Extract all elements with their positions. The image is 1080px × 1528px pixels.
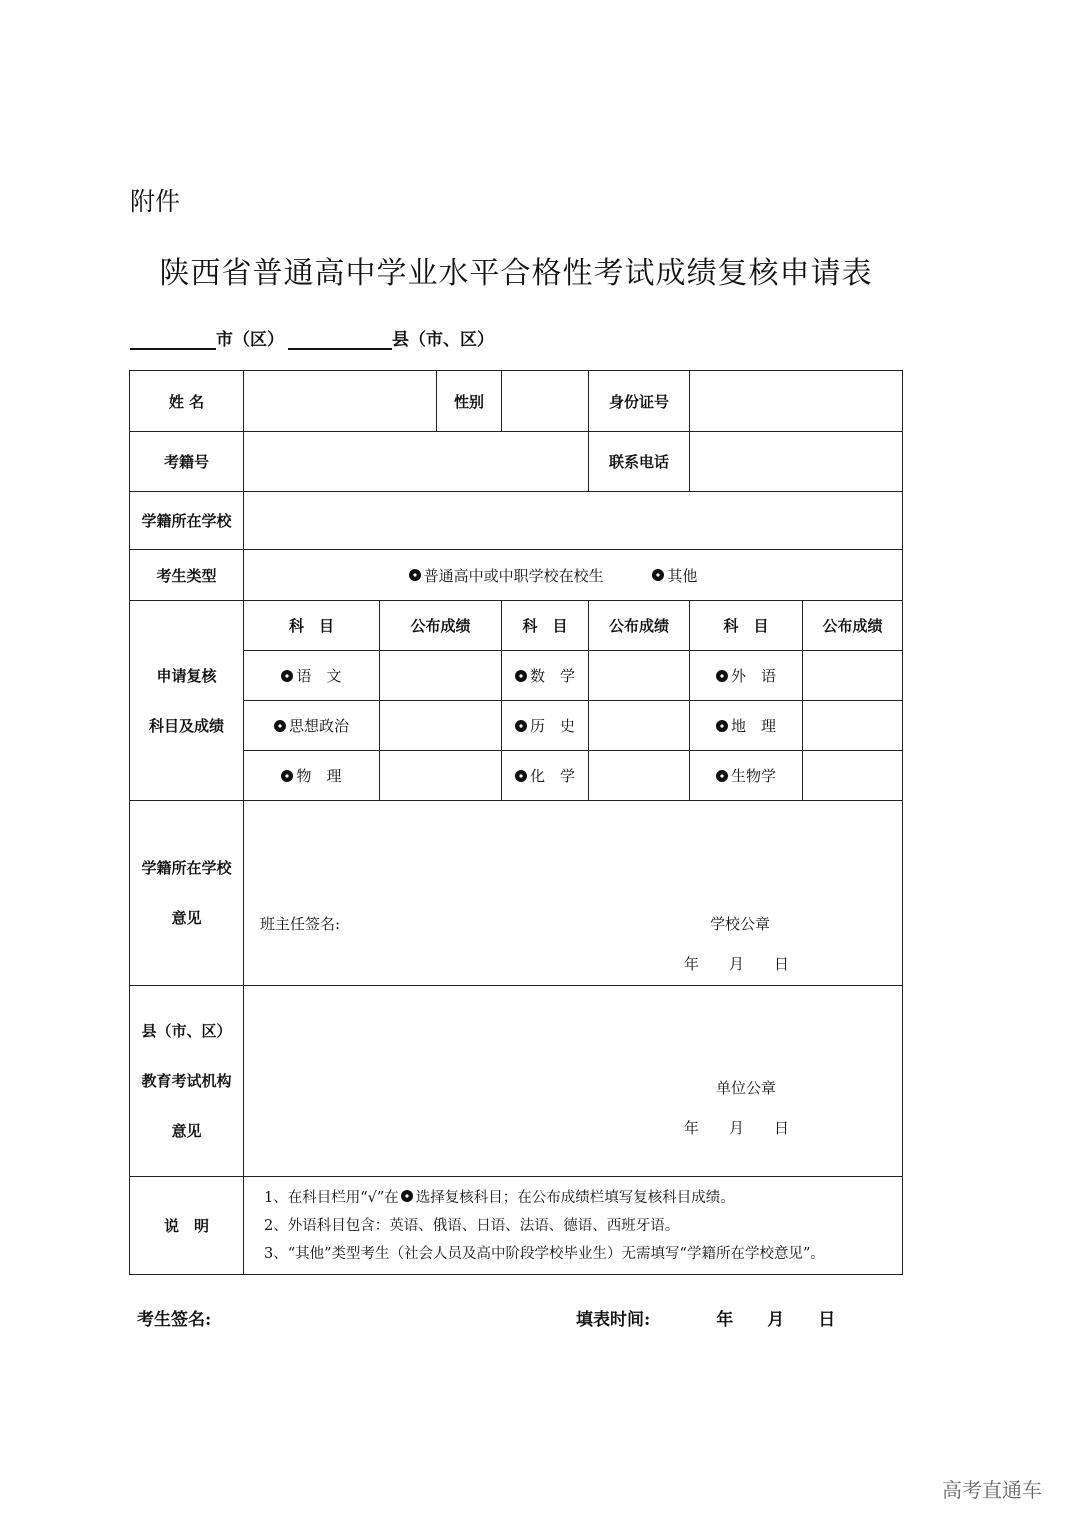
radio-icon xyxy=(716,770,728,782)
county-blank[interactable] xyxy=(288,326,392,350)
score-header: 公布成绩 xyxy=(589,601,690,651)
subject-chemistry[interactable]: 化 学 xyxy=(502,751,589,801)
subject-header: 科 目 xyxy=(502,601,589,651)
county-suffix: 县（市、区） xyxy=(392,330,494,350)
phone-field[interactable] xyxy=(690,432,903,492)
county-opinion-date: 年 月 日 xyxy=(684,1119,790,1137)
county-opinion-field[interactable] xyxy=(244,986,903,1177)
score-cell[interactable] xyxy=(803,751,903,801)
note-line-2: 2、外语科目包含：英语、俄语、日语、法语、德语、西班牙语。 xyxy=(264,1217,680,1234)
city-suffix: 市（区） xyxy=(216,330,284,350)
subject-biology[interactable]: 生物学 xyxy=(690,751,803,801)
exam-no-field[interactable] xyxy=(244,432,589,492)
radio-icon xyxy=(281,670,293,682)
name-label: 姓 名 xyxy=(130,371,244,432)
gender-field[interactable] xyxy=(502,371,589,432)
score-cell[interactable] xyxy=(589,651,690,701)
score-cell[interactable] xyxy=(380,751,502,801)
signature-label: 考生签名: xyxy=(137,1310,212,1330)
school-opinion-date: 年 月 日 xyxy=(684,955,790,973)
option-other-label: 其他 xyxy=(667,566,698,585)
school-stamp-label: 学校公章 xyxy=(710,915,771,933)
county-opinion-label-line2: 教育考试机构 xyxy=(141,1072,232,1090)
subject-geography[interactable]: 地 理 xyxy=(690,701,803,751)
subject-physics[interactable]: 物 理 xyxy=(244,751,380,801)
fill-date-value: 年 月 日 xyxy=(716,1310,836,1330)
score-cell[interactable] xyxy=(380,651,502,701)
fill-date-label: 填表时间: xyxy=(576,1310,651,1330)
candidate-type-label: 考生类型 xyxy=(130,550,244,601)
radio-icon xyxy=(274,720,286,732)
watermark: 高考直通车 xyxy=(942,1478,1042,1502)
note-line-1-text-a: 1、在科目栏用“√”在 xyxy=(264,1189,399,1206)
option-other[interactable] xyxy=(652,565,697,586)
radio-icon xyxy=(281,770,293,782)
school-opinion-label-line2: 意见 xyxy=(171,909,202,927)
school-field[interactable] xyxy=(244,492,903,550)
unit-stamp-label: 单位公章 xyxy=(716,1079,777,1097)
application-form xyxy=(129,370,903,1275)
subject-history[interactable]: 历 史 xyxy=(502,701,589,751)
score-cell[interactable] xyxy=(589,701,690,751)
radio-icon xyxy=(515,770,527,782)
phone-label: 联系电话 xyxy=(589,432,690,492)
score-cell[interactable] xyxy=(803,701,903,751)
radio-icon xyxy=(515,670,527,682)
radio-icon xyxy=(409,569,421,581)
id-label: 身份证号 xyxy=(589,371,690,432)
id-field[interactable] xyxy=(690,371,903,432)
school-opinion-label-line1: 学籍所在学校 xyxy=(141,859,232,877)
county-opinion-label-line1: 县（市、区） xyxy=(141,1022,232,1040)
radio-icon xyxy=(716,670,728,682)
fill-date xyxy=(576,1305,835,1330)
note-line-1 xyxy=(264,1184,902,1212)
score-cell[interactable] xyxy=(589,751,690,801)
page-title: 陕西省普通高中学业水平合格性考试成绩复核申请表 xyxy=(159,256,873,291)
score-header: 公布成绩 xyxy=(803,601,903,651)
radio-icon xyxy=(515,720,527,732)
score-header: 公布成绩 xyxy=(380,601,502,651)
school-opinion-label xyxy=(130,801,244,986)
radio-icon xyxy=(401,1190,413,1202)
region-line xyxy=(130,322,494,350)
option-in-school[interactable] xyxy=(409,565,604,586)
name-field[interactable] xyxy=(244,371,437,432)
city-blank[interactable] xyxy=(130,326,216,350)
notes-content xyxy=(244,1177,903,1275)
subject-header: 科 目 xyxy=(244,601,380,651)
subjects-label-line1: 申请复核 xyxy=(156,666,217,685)
subject-chinese[interactable]: 语 文 xyxy=(244,651,380,701)
school-opinion-field[interactable] xyxy=(244,801,903,986)
county-opinion-label xyxy=(130,986,244,1177)
gender-label: 性别 xyxy=(437,371,502,432)
subject-foreign-language[interactable]: 外 语 xyxy=(690,651,803,701)
subjects-label xyxy=(130,601,244,801)
school-label: 学籍所在学校 xyxy=(130,492,244,550)
option-in-school-label: 普通高中或中职学校在校生 xyxy=(423,566,604,585)
county-opinion-label-line3: 意见 xyxy=(171,1122,202,1140)
exam-no-label: 考籍号 xyxy=(130,432,244,492)
subject-math[interactable]: 数 学 xyxy=(502,651,589,701)
subjects-label-line2: 科目及成绩 xyxy=(148,716,224,735)
score-cell[interactable] xyxy=(380,701,502,751)
attachment-label: 附件 xyxy=(130,187,181,216)
candidate-type-options xyxy=(244,550,903,601)
teacher-signature-label: 班主任签名: xyxy=(260,915,341,933)
note-line-3: 3、“其他”类型考生（社会人员及高中阶段学校毕业生）无需填写“学籍所在学校意见”。 xyxy=(264,1245,825,1262)
subject-politics[interactable]: 思想政治 xyxy=(244,701,380,751)
subject-header: 科 目 xyxy=(690,601,803,651)
note-line-1-text-b: 选择复核科目；在公布成绩栏填写复核科目成绩。 xyxy=(415,1189,735,1206)
radio-icon xyxy=(716,720,728,732)
score-cell[interactable] xyxy=(803,651,903,701)
radio-icon xyxy=(652,569,664,581)
notes-label: 说 明 xyxy=(130,1177,244,1275)
